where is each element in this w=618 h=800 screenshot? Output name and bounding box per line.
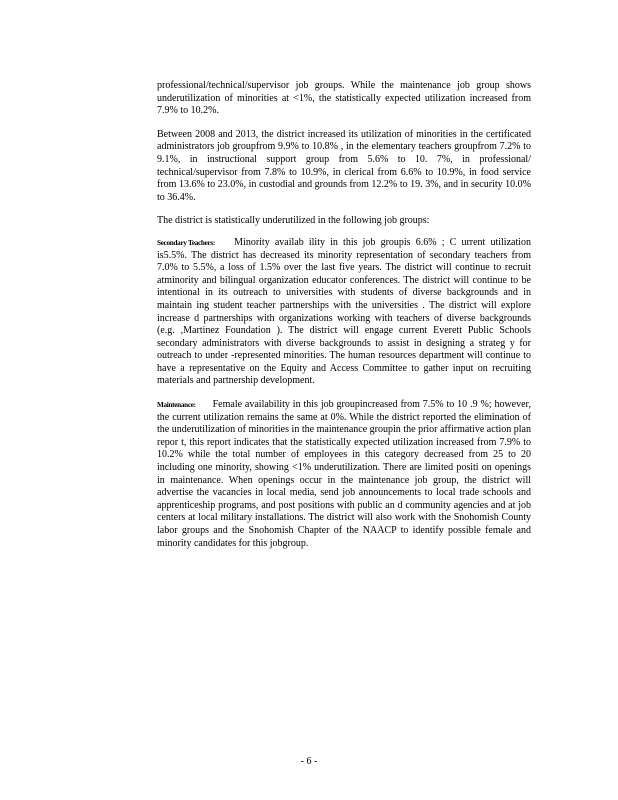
document-body (157, 80, 531, 561)
paragraph-underutilized-intro: The district is statistically underutilized in the following job groups: (157, 215, 430, 227)
secondary-teachers-heading: Secondary Teachers: (157, 238, 215, 247)
secondary-teachers-text: Minority availab ility in this job groupis 6.6% ; C urrent utilization is5.5%. The district has decreased its minority representation of secondary teachers from 7.0% to 5.5%, a loss of 1.5% over the last five years. The district will continue to recruit atminority and bilingual organization educator conferences. The district will continue to be intentional in its outreach to universities with students of diverse backgrounds and in maintain ing student teacher partnerships with the universities . The district will explore increase d partnerships with organizations working with teachers of diverse backgrounds (e.g. ,Martinez Foundation ). The district will engage current Everett Public Schools secondary administrators with diverse backgrounds to assist in designing a strateg y for outreach to under -represented minorities. The human resources department will continue to have a representative on the Equity and Access Committee to gather input on recruiting materials and partnership development. (157, 236, 532, 387)
section-secondary-teachers (157, 237, 531, 388)
paragraph-utilization-increases: Between 2008 and 2013, the district increased its utilization of minorities in the certificated administrators job groupfrom 9.9% to 10.8% , in the elementary teachers groupfrom 7.2% to 9.1%, in instructional support group from 5.6% to 10. 7%, in professional/ technical/supervisor from 7.8% to 10.9%, in clerical from 6.6% to 10.9%, in food service from 13.6% to 23.0%, in custodial and grounds from 12.2% to 19. 3%, and in security 10.0% to 36.4%. (157, 128, 531, 203)
page-number: - 6 - (300, 756, 318, 767)
maintenance-text: Female availability in this job groupincreased from 7.5% to 10 .9 %; however, the current utilization remains the same at 0%. While the district reported the elimination of the underutilization of minorities in the maintenance groupin the prior affirmative action plan repor t, this report indicates that the statistically expected utilization increased from 7.9% to 10.2% while the total number of employees in this category decreased from 25 to 20 including one minority, showing <1% underutilization. There are limited positi on openings in maintenance. When openings occur in the maintenance job group, the district will advertise the vacancies in local media, send job announcements to local trade schools and apprenticeship programs, and post positions with public an d community agencies and at job centers at local military installations. The district will also work with the Snohomish County labor groups and the Snohomish Chapter of the NAACP to identify possible female and minority candidates for this jobgroup. (157, 399, 531, 549)
section-maintenance (157, 399, 531, 550)
paragraph-maintenance-summary: professional/technical/supervisor job groups. While the maintenance job group shows underutilization of minorities at <1%, the statistically expected utilization increased from 7.9% to 10.2%. (157, 80, 531, 117)
maintenance-heading: Maintenance: (157, 401, 196, 410)
